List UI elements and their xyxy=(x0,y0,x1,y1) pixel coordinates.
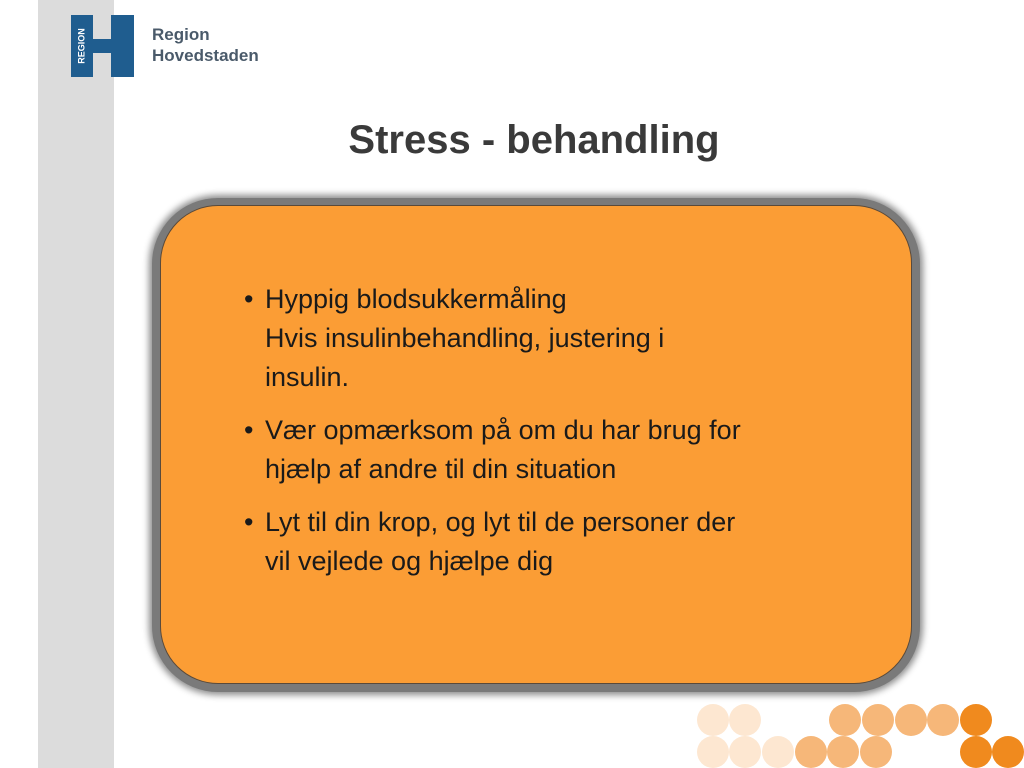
bullet-line: vil vejlede og hjælpe dig xyxy=(265,546,554,576)
bullet-line: Vær opmærksom på om du har brug for xyxy=(265,415,741,445)
decorative-dot xyxy=(960,704,992,736)
bullet-item xyxy=(244,280,884,397)
bullet-line: Hvis insulinbehandling, justering i xyxy=(265,323,665,353)
decorative-dot xyxy=(927,704,959,736)
bullet-list xyxy=(244,280,884,595)
bullet-line: Lyt til din krop, og lyt til de personer der xyxy=(265,507,736,537)
decorative-dot xyxy=(860,736,892,768)
side-stripe xyxy=(38,0,114,768)
decorative-dot xyxy=(895,704,927,736)
bullet-line: Hyppig blodsukkermåling xyxy=(265,284,567,314)
brand-name-line1: Region xyxy=(152,25,210,44)
region-logo xyxy=(71,15,134,77)
decorative-dot xyxy=(829,704,861,736)
decorative-dot xyxy=(762,736,794,768)
bullet-dot: • xyxy=(244,415,254,445)
decorative-dot xyxy=(960,736,992,768)
decorative-dot xyxy=(697,704,729,736)
bullet-dot: • xyxy=(244,507,254,537)
decorative-dot xyxy=(697,736,729,768)
decorative-dot xyxy=(862,704,894,736)
brand-name xyxy=(152,24,259,66)
decorative-dot xyxy=(992,736,1024,768)
bullet-item xyxy=(244,503,884,581)
bullet-item xyxy=(244,411,884,489)
dots-row-1 xyxy=(697,704,992,736)
svg-text:REGION: REGION xyxy=(76,28,87,64)
dots-row-2 xyxy=(697,736,1024,768)
decorative-dot xyxy=(795,736,827,768)
bullet-line: insulin. xyxy=(265,362,350,392)
bullet-dot: • xyxy=(244,284,254,314)
bullet-line: hjælp af andre til din situation xyxy=(265,454,617,484)
brand-name-line2: Hovedstaden xyxy=(152,46,259,65)
slide-title: Stress - behandling xyxy=(348,118,720,162)
decorative-dot xyxy=(827,736,859,768)
decorative-dot xyxy=(729,736,761,768)
decorative-dot xyxy=(729,704,761,736)
